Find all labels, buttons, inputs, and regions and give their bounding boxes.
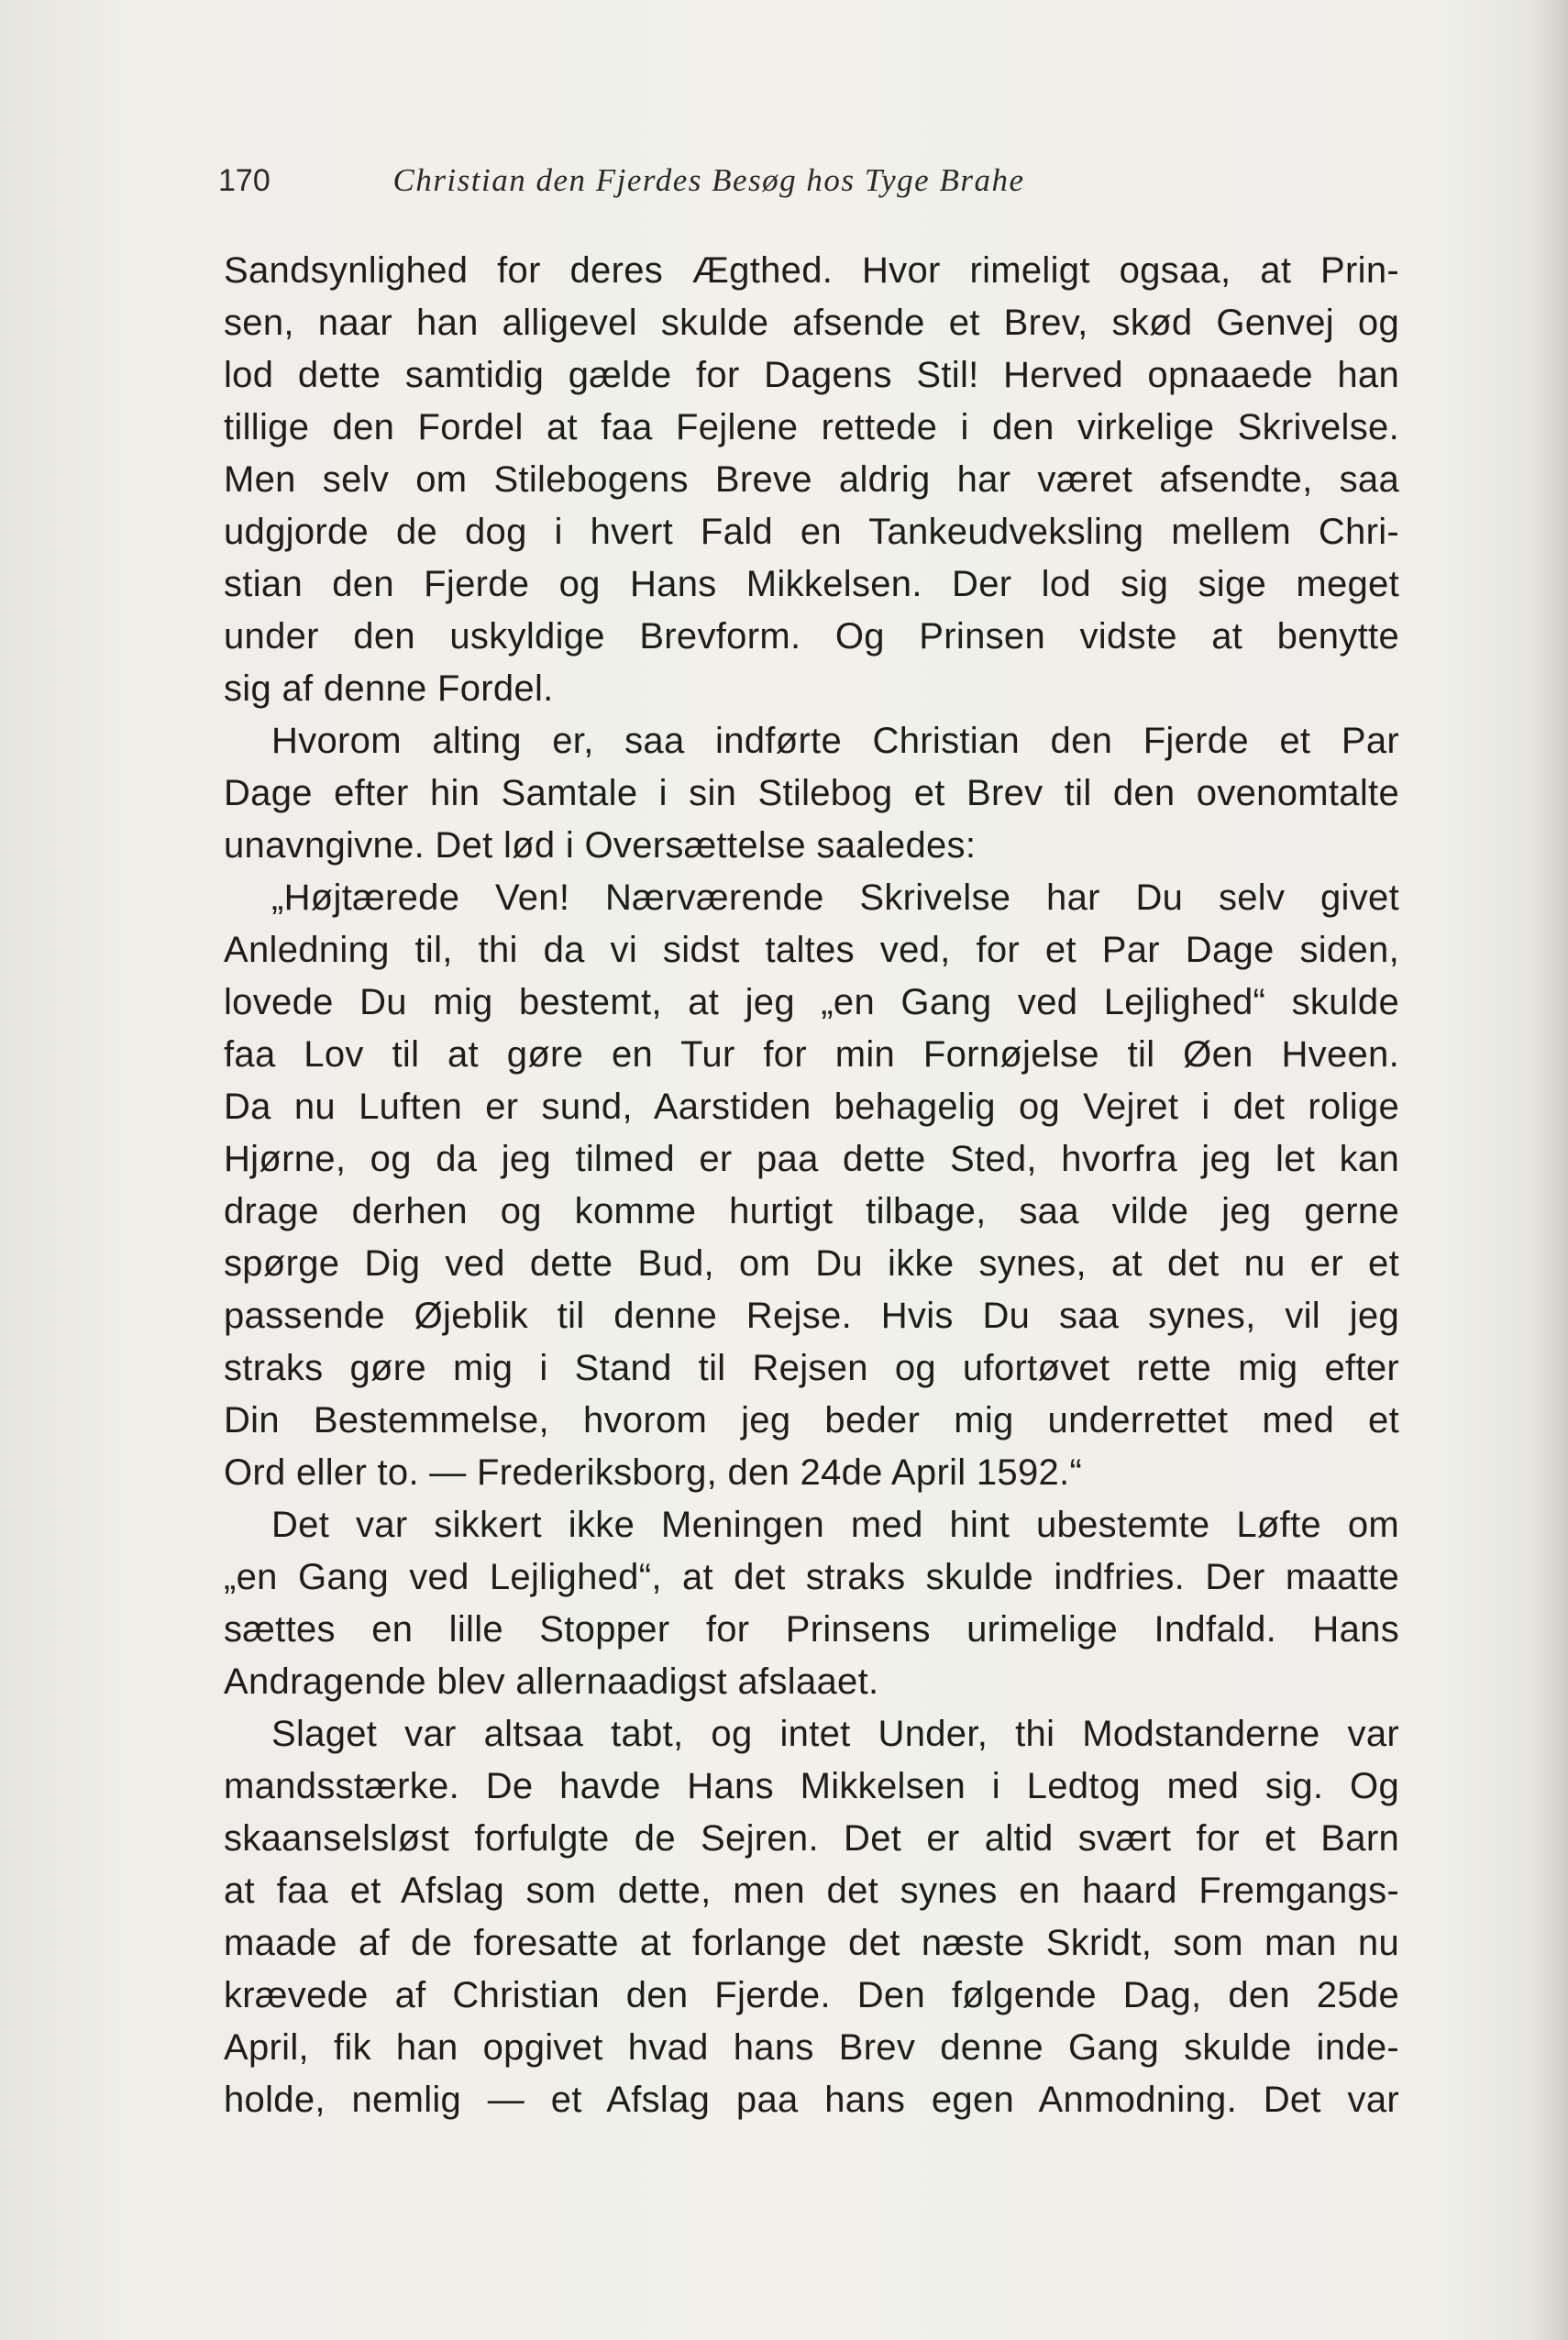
text-line: lod dette samtidig gælde for Dagens Stil! Herved opnaaede han — [224, 355, 1399, 395]
text-line: Anledning til, thi da vi sidst taltes ved, for et Par Dage siden, — [224, 930, 1399, 970]
text-line: sættes en lille Stopper for Prinsens urimelige Indfald. Hans — [224, 1609, 1399, 1650]
text-line: Ord eller to. — Frederiksborg, den 24de April 1592.“ — [224, 1452, 1083, 1493]
text-line: holde, nemlig — et Afslag paa hans egen Anmodning. Det var — [224, 2080, 1399, 2120]
text-line: spørge Dig ved dette Bud, om Du ikke synes, at det nu er et — [224, 1243, 1399, 1284]
page-edge-shadow — [1526, 0, 1568, 2340]
text-line: stian den Fjerde og Hans Mikkelsen. Der lod sig sige meget — [224, 564, 1399, 604]
page-number: 170 — [218, 163, 271, 198]
text-line: sen, naar han alligevel skulde afsende et Brev, skød Genvej og — [224, 303, 1399, 343]
text-line: sig af denne Fordel. — [224, 668, 554, 709]
text-line: tillige den Fordel at faa Fejlene rettede i den virkelige Skrivelse. — [224, 407, 1399, 447]
text-line: Slaget var altsaa tabt, og intet Under, thi Modstanderne var — [271, 1714, 1399, 1754]
text-line: under den uskyldige Brevform. Og Prinsen vidste at benytte — [224, 616, 1399, 657]
text-line: Dage efter hin Samtale i sin Stilebog et Brev til den ovenomtalte — [224, 773, 1399, 813]
text-line: Andragende blev allernaadigst afslaaet. — [224, 1661, 879, 1702]
text-line: Det var sikkert ikke Meningen med hint ubestemte Løfte om — [271, 1505, 1399, 1545]
text-line: lovede Du mig bestemt, at jeg „en Gang ved Lejlighed“ skulde — [224, 982, 1399, 1022]
text-line: Hvorom alting er, saa indførte Christian den Fjerde et Par — [271, 721, 1399, 761]
text-line: mandsstærke. De havde Hans Mikkelsen i Ledtog med sig. Og — [224, 1766, 1399, 1806]
text-line: April, fik han opgivet hvad hans Brev denne Gang skulde inde- — [224, 2027, 1399, 2068]
text-line: faa Lov til at gøre en Tur for min Fornøjelse til Øen Hveen. — [224, 1034, 1399, 1075]
text-line: krævede af Christian den Fjerde. Den følgende Dag, den 25de — [224, 1975, 1399, 2015]
text-line: maade af de foresatte at forlange det næste Skridt, som man nu — [224, 1923, 1399, 1963]
page-header — [218, 158, 1163, 204]
text-line: unavngivne. Det lød i Oversættelse saaledes: — [224, 825, 977, 866]
text-line: „Højtærede Ven! Nærværende Skrivelse har Du selv givet — [271, 878, 1399, 918]
text-line: passende Øjeblik til denne Rejse. Hvis Du saa synes, vil jeg — [224, 1296, 1399, 1336]
text-line: Din Bestemmelse, hvorom jeg beder mig underrettet med et — [224, 1400, 1399, 1440]
text-line: udgjorde de dog i hvert Fald en Tankeudveksling mellem Chri- — [224, 512, 1399, 552]
text-line: drage derhen og komme hurtigt tilbage, saa vilde jeg gerne — [224, 1191, 1399, 1231]
text-line: Men selv om Stilebogens Breve aldrig har været afsendte, saa — [224, 459, 1399, 500]
text-line: skaanselsløst forfulgte de Sejren. Det er altid svært for et Barn — [224, 1818, 1399, 1859]
text-line: straks gøre mig i Stand til Rejsen og ufortøvet rette mig efter — [224, 1348, 1399, 1388]
running-title: Christian den Fjerdes Besøg hos Tyge Brahe — [392, 162, 1025, 198]
body-text — [224, 245, 1399, 2126]
text-line: „en Gang ved Lejlighed“, at det straks skulde indfries. Der maatte — [224, 1557, 1399, 1597]
text-line: at faa et Afslag som dette, men det synes en haard Fremgangs- — [224, 1871, 1399, 1911]
text-line: Hjørne, og da jeg tilmed er paa dette Sted, hvorfra jeg let kan — [224, 1139, 1399, 1179]
text-line: Da nu Luften er sund, Aarstiden behagelig og Vejret i det rolige — [224, 1087, 1399, 1127]
text-line: Sandsynlighed for deres Ægthed. Hvor rimeligt ogsaa, at Prin- — [224, 250, 1399, 291]
